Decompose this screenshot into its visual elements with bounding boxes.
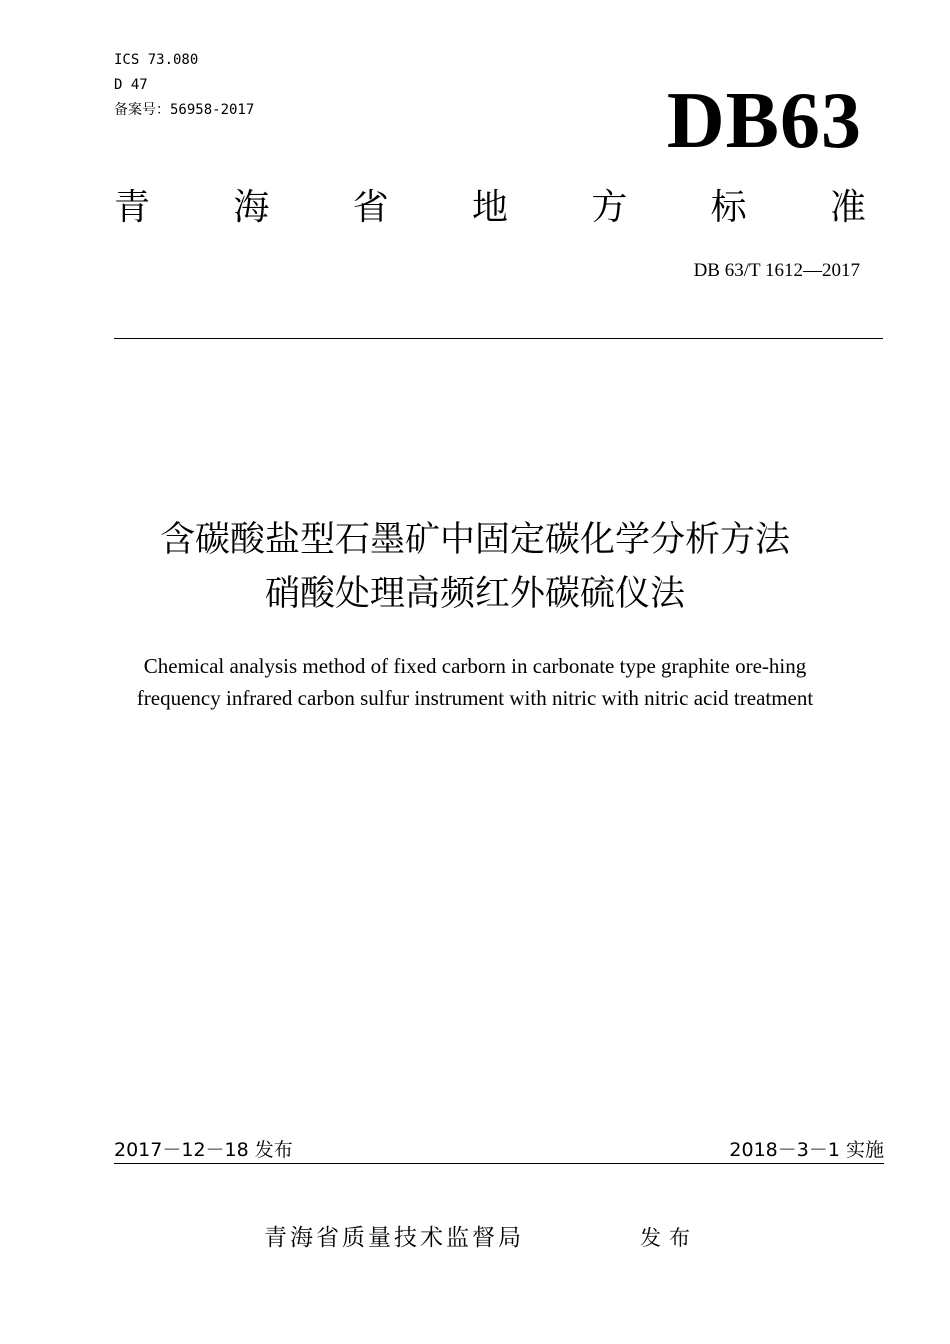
english-title-line-2: frequency infrared carbon sulfur instrument with nitric with nitric acid treatment <box>136 686 814 710</box>
standard-type-char: 省 <box>352 187 389 228</box>
standard-type-char: 地 <box>471 187 508 228</box>
chinese-title-line-1: 含碳酸盐型石墨矿中固定碳化学分析方法 <box>159 520 790 560</box>
standard-type-char: 方 <box>591 187 628 228</box>
chinese-title <box>40 513 910 621</box>
standard-type-char: 海 <box>233 187 270 228</box>
english-title <box>40 650 910 714</box>
issue-date: 2017－12－18 发布 <box>114 1139 293 1161</box>
issued-label: 发布 <box>640 1226 698 1250</box>
ics-code: ICS 73.080 <box>114 52 199 68</box>
standard-type-char: 标 <box>710 187 747 228</box>
document-metadata <box>114 48 254 123</box>
standard-type-char: 青 <box>114 187 151 228</box>
chinese-title-line-2: 硝酸处理高频红外碳硫仪法 <box>264 574 685 614</box>
issuing-authority: 青海省质量技术监督局 <box>264 1225 524 1251</box>
ccs-code: D 47 <box>114 77 148 93</box>
footer-divider <box>114 1163 884 1164</box>
standard-type-char: 准 <box>829 187 866 228</box>
header-divider <box>114 338 883 339</box>
standard-number: DB 63/T 1612—2017 <box>693 260 860 281</box>
english-title-line-1: Chemical analysis method of fixed carborn in carbonate type graphite ore-hing <box>143 654 807 678</box>
record-number: 备案号：56958-2017 <box>114 102 255 118</box>
standard-type-heading <box>114 186 866 230</box>
implementation-date: 2018－3－1 实施 <box>729 1139 884 1161</box>
standard-logo: DB63 <box>666 77 862 165</box>
